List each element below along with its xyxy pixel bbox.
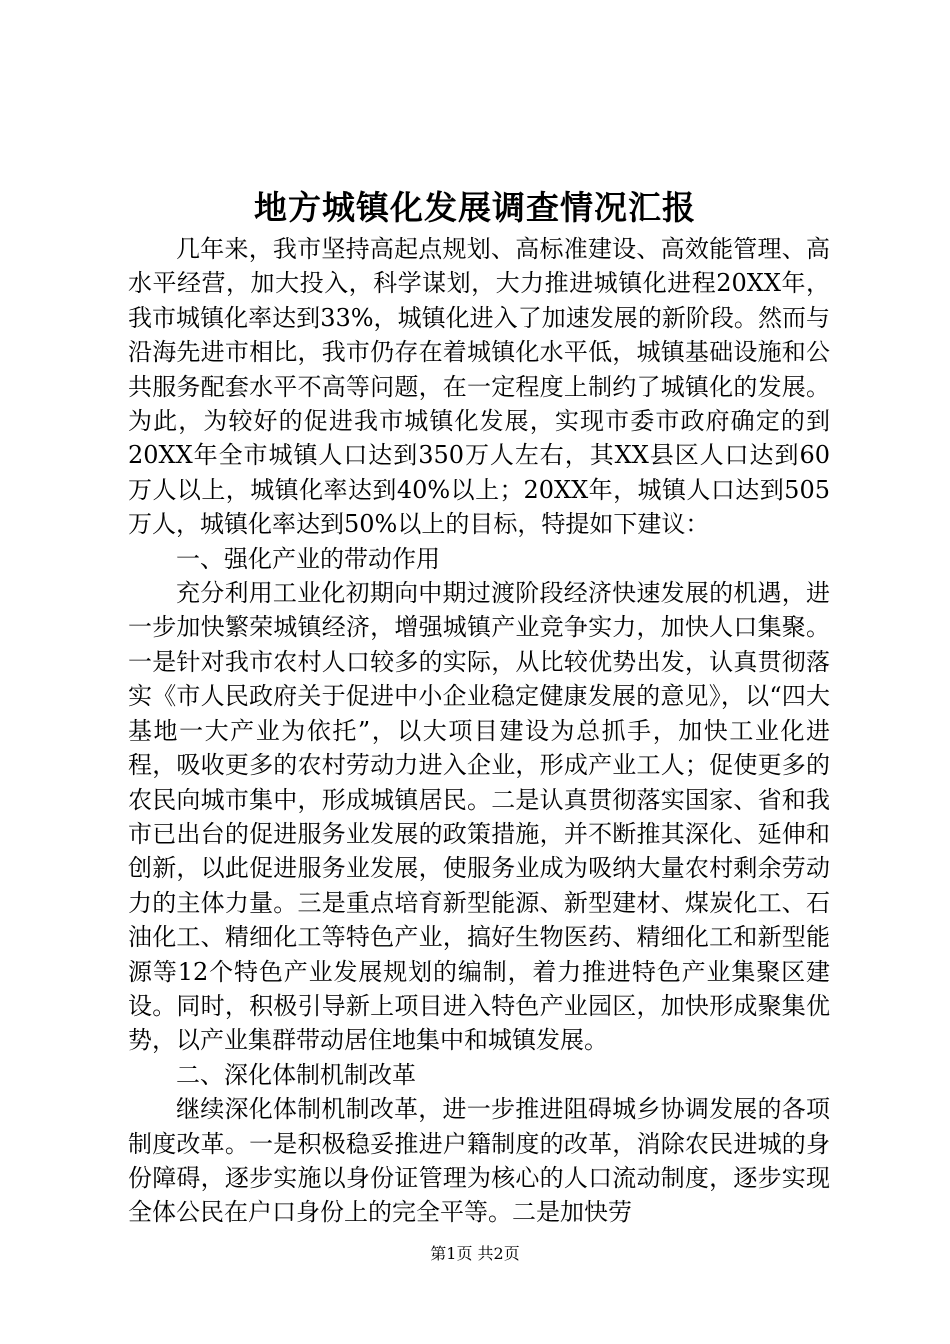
paragraph-intro: 几年来，我市坚持高起点规划、高标准建设、高效能管理、高水平经营，加大投入，科学谋划，大力推进城镇化进程20XX年，我市城镇化率达到33%，城镇化进入了加速发展的新阶段。然而与沿海先进市相比，我市仍存在着城镇化水平低，城镇基础设施和公共服务配套水平不高等问题，在一定程度上制约了城镇化的发展。为此，为较好的促进我市城镇化发展，实现市委市政府确定的到20XX年全市城镇人口达到350万人左右，其XX县区人口达到60万人以上，城镇化率达到40%以上；20XX年，城镇人口达到505万人，城镇化率达到50%以上的目标，特提如下建议： bbox=[128, 235, 830, 539]
section-heading-1: 一、强化产业的带动作用 bbox=[176, 544, 440, 573]
paragraph-section-1: 充分利用工业化初期向中期过渡阶段经济快速发展的机遇，进一步加快繁荣城镇经济，增强城镇产业竞争实力，加快人口集聚。一是针对我市农村人口较多的实际，从比较优势出发，认真贯彻落实《市人民政府关于促进中小企业稳定健康发展的意见》，以“四大基地一大产业为依托”，以大项目建设为总抓手，加快工业化进程，吸收更多的农村劳动力进入企业，形成产业工人；促使更多的农民向城市集中，形成城镇居民。二是认真贯彻落实国家、省和我市已出台的促进服务业发展的政策措施，并不断推其深化、延伸和创新，以此促进服务业发展，使服务业成为吸纳大量农村剩余劳动力的主体力量。三是重点培育新型能源、新型建材、煤炭化工、石油化工、精细化工等特色产业，搞好生物医药、精细化工和新型能源等12个特色产业发展规划的编制，着力推进特色产业集聚区建设。同时，积极引导新上项目进入特色产业园区，加快形成聚集优势，以产业集群带动居住地集中和城镇发展。 bbox=[128, 579, 830, 1055]
page-number-footer: 第1页 共2页 bbox=[430, 1244, 520, 1263]
document-title: 地方城镇化发展调查情况汇报 bbox=[254, 188, 696, 227]
paragraph-section-2: 继续深化体制机制改革，进一步推进阻碍城乡协调发展的各项制度改革。一是积极稳妥推进户籍制度的改革，消除农民进城的身份障碍，逐步实施以身份证管理为核心的人口流动制度，逐步实现全体公民在户口身份上的完全平等。二是加快劳 bbox=[128, 1095, 830, 1227]
document-body bbox=[128, 232, 830, 1230]
section-heading-2: 二、深化体制机制改革 bbox=[176, 1060, 416, 1089]
